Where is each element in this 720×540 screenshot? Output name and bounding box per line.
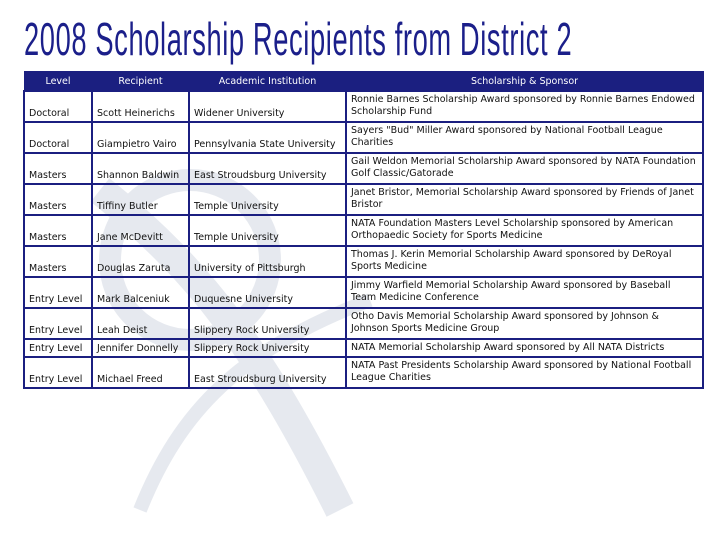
recipient-cell: Shannon Baldwin	[92, 153, 189, 184]
header-institution: Academic Institution	[189, 72, 346, 92]
institution-cell: Slippery Rock University	[189, 339, 346, 357]
table-row	[24, 91, 703, 122]
scholarship-cell: NATA Memorial Scholarship Award sponsored by All NATA Districts	[346, 339, 703, 357]
level-cell: Entry Level	[24, 277, 92, 308]
header-level: Level	[24, 72, 92, 92]
scholarship-cell: Ronnie Barnes Scholarship Award sponsored by Ronnie Barnes Endowed Scholarship Fund	[346, 91, 703, 122]
level-cell: Masters	[24, 153, 92, 184]
table-header-row	[24, 72, 703, 92]
table-row	[24, 339, 703, 357]
table-row	[24, 246, 703, 277]
level-cell: Doctoral	[24, 91, 92, 122]
recipient-cell: Michael Freed	[92, 357, 189, 388]
table-row	[24, 184, 703, 215]
scholarship-cell: Gail Weldon Memorial Scholarship Award sponsored by NATA Foundation Golf Classic/Gatorade	[346, 153, 703, 184]
recipient-cell: Giampietro Vairo	[92, 122, 189, 153]
recipient-cell: Douglas Zaruta	[92, 246, 189, 277]
scholarship-cell: Otho Davis Memorial Scholarship Award sponsored by Johnson & Johnson Sports Medicine Group	[346, 308, 703, 339]
scholarship-cell: Janet Bristor, Memorial Scholarship Award sponsored by Friends of Janet Bristor	[346, 184, 703, 215]
institution-cell: Temple University	[189, 184, 346, 215]
level-cell: Entry Level	[24, 308, 92, 339]
scholarship-cell: Thomas J. Kerin Memorial Scholarship Award sponsored by DeRoyal Sports Medicine	[346, 246, 703, 277]
table-row	[24, 277, 703, 308]
level-cell: Entry Level	[24, 357, 92, 388]
level-cell: Entry Level	[24, 339, 92, 357]
scholarship-cell: Sayers "Bud" Miller Award sponsored by National Football League Charities	[346, 122, 703, 153]
recipient-cell: Scott Heinerichs	[92, 91, 189, 122]
recipient-cell: Mark Balceniuk	[92, 277, 189, 308]
page-title: 2008 Scholarship Recipients from District 2	[24, 14, 573, 66]
level-cell: Masters	[24, 246, 92, 277]
institution-cell: Temple University	[189, 215, 346, 246]
recipient-cell: Leah Deist	[92, 308, 189, 339]
institution-cell: Duquesne University	[189, 277, 346, 308]
table-row	[24, 122, 703, 153]
scholarship-cell: NATA Foundation Masters Level Scholarship sponsored by American Orthopaedic Society for Sports Medicine	[346, 215, 703, 246]
institution-cell: Pennsylvania State University	[189, 122, 346, 153]
level-cell: Masters	[24, 184, 92, 215]
table-row	[24, 357, 703, 388]
level-cell: Doctoral	[24, 122, 92, 153]
institution-cell: University of Pittsburgh	[189, 246, 346, 277]
table-row	[24, 153, 703, 184]
table-row	[24, 308, 703, 339]
recipient-cell: Jennifer Donnelly	[92, 339, 189, 357]
table-row	[24, 215, 703, 246]
institution-cell: Widener University	[189, 91, 346, 122]
scholarship-table	[23, 71, 704, 389]
recipient-cell: Tiffiny Butler	[92, 184, 189, 215]
recipient-cell: Jane McDevitt	[92, 215, 189, 246]
header-recipient: Recipient	[92, 72, 189, 92]
institution-cell: East Stroudsburg University	[189, 357, 346, 388]
institution-cell: East Stroudsburg University	[189, 153, 346, 184]
level-cell: Masters	[24, 215, 92, 246]
scholarship-cell: Jimmy Warfield Memorial Scholarship Award sponsored by Baseball Team Medicine Conference	[346, 277, 703, 308]
institution-cell: Slippery Rock University	[189, 308, 346, 339]
scholarship-cell: NATA Past Presidents Scholarship Award sponsored by National Football League Charities	[346, 357, 703, 388]
header-scholarship: Scholarship & Sponsor	[346, 72, 703, 92]
